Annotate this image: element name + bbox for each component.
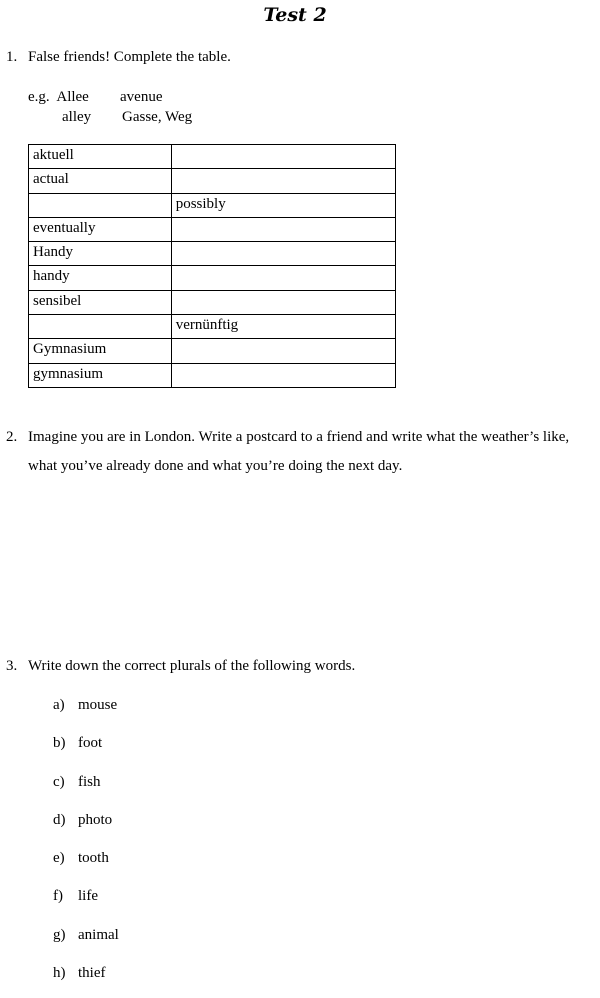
page-title: Test 2 [263, 4, 327, 26]
table-row [29, 363, 396, 387]
table-cell-left: Gymnasium [29, 339, 172, 363]
list-item [53, 845, 119, 883]
list-item [53, 692, 119, 730]
item-letter: g) [53, 926, 66, 943]
list-item [53, 807, 119, 845]
question-3 [6, 652, 598, 681]
table-cell-left: sensibel [29, 290, 172, 314]
question-number: 3. [6, 658, 18, 674]
table-cell-right [171, 145, 395, 169]
item-letter: d) [53, 811, 66, 828]
table-row [29, 266, 396, 290]
plural-word-list [53, 692, 119, 998]
question-instruction: False friends! Complete the table. [28, 49, 231, 65]
item-word: life [78, 888, 98, 905]
table-cell-right [171, 217, 395, 241]
table-cell-left: eventually [29, 217, 172, 241]
table-row [29, 145, 396, 169]
list-item [53, 883, 119, 921]
question-instruction: Write down the correct plurals of the following words. [28, 658, 356, 674]
table-row [29, 193, 396, 217]
item-letter: f) [53, 888, 63, 905]
table-cell-left: Handy [29, 242, 172, 266]
example-german: e.g. Allee [28, 89, 89, 105]
item-letter: c) [53, 773, 65, 790]
table-row [29, 339, 396, 363]
table-cell-right [171, 363, 395, 387]
list-item [53, 960, 119, 998]
example-german: Gasse, Weg [122, 109, 193, 125]
list-item [53, 922, 119, 960]
example-english: avenue [120, 89, 163, 105]
list-item [53, 730, 119, 768]
question-number: 2. [6, 429, 18, 445]
table-cell-right [171, 169, 395, 193]
table-cell-right [171, 290, 395, 314]
table-cell-left: aktuell [29, 145, 172, 169]
table-cell-left: handy [29, 266, 172, 290]
table-cell-right [171, 339, 395, 363]
table-row [29, 242, 396, 266]
table-row [29, 169, 396, 193]
question-1 [6, 43, 598, 72]
table-cell-left: actual [29, 169, 172, 193]
item-letter: h) [53, 965, 66, 982]
item-word: thief [78, 965, 106, 982]
table-cell-right [171, 242, 395, 266]
example-english: alley [62, 109, 92, 125]
table-row [29, 315, 396, 339]
table-cell-left: gymnasium [29, 363, 172, 387]
table-cell-right [171, 266, 395, 290]
example-block [28, 87, 192, 127]
table-row [29, 290, 396, 314]
table-row [29, 217, 396, 241]
example-row [28, 87, 192, 107]
table-cell-left [29, 315, 172, 339]
item-word: animal [78, 926, 119, 943]
question-number: 1. [6, 49, 18, 65]
question-instruction: Imagine you are in London. Write a postcard to a friend and write what the weather’s like, what you’ve already done and what you’re doing the next day. [28, 429, 570, 474]
item-letter: a) [53, 697, 65, 713]
question-2 [6, 423, 598, 481]
table-cell-right: vernünftig [171, 315, 395, 339]
list-item [53, 769, 119, 807]
table-cell-left [29, 193, 172, 217]
false-friends-table [28, 144, 396, 388]
table-cell-right: possibly [171, 193, 395, 217]
item-word: photo [78, 811, 113, 828]
item-word: fish [78, 773, 101, 790]
item-letter: e) [53, 850, 65, 867]
item-word: foot [78, 735, 103, 752]
item-word: tooth [78, 850, 109, 867]
item-letter: b) [53, 735, 66, 752]
example-row [28, 107, 192, 127]
item-word: mouse [78, 697, 118, 713]
